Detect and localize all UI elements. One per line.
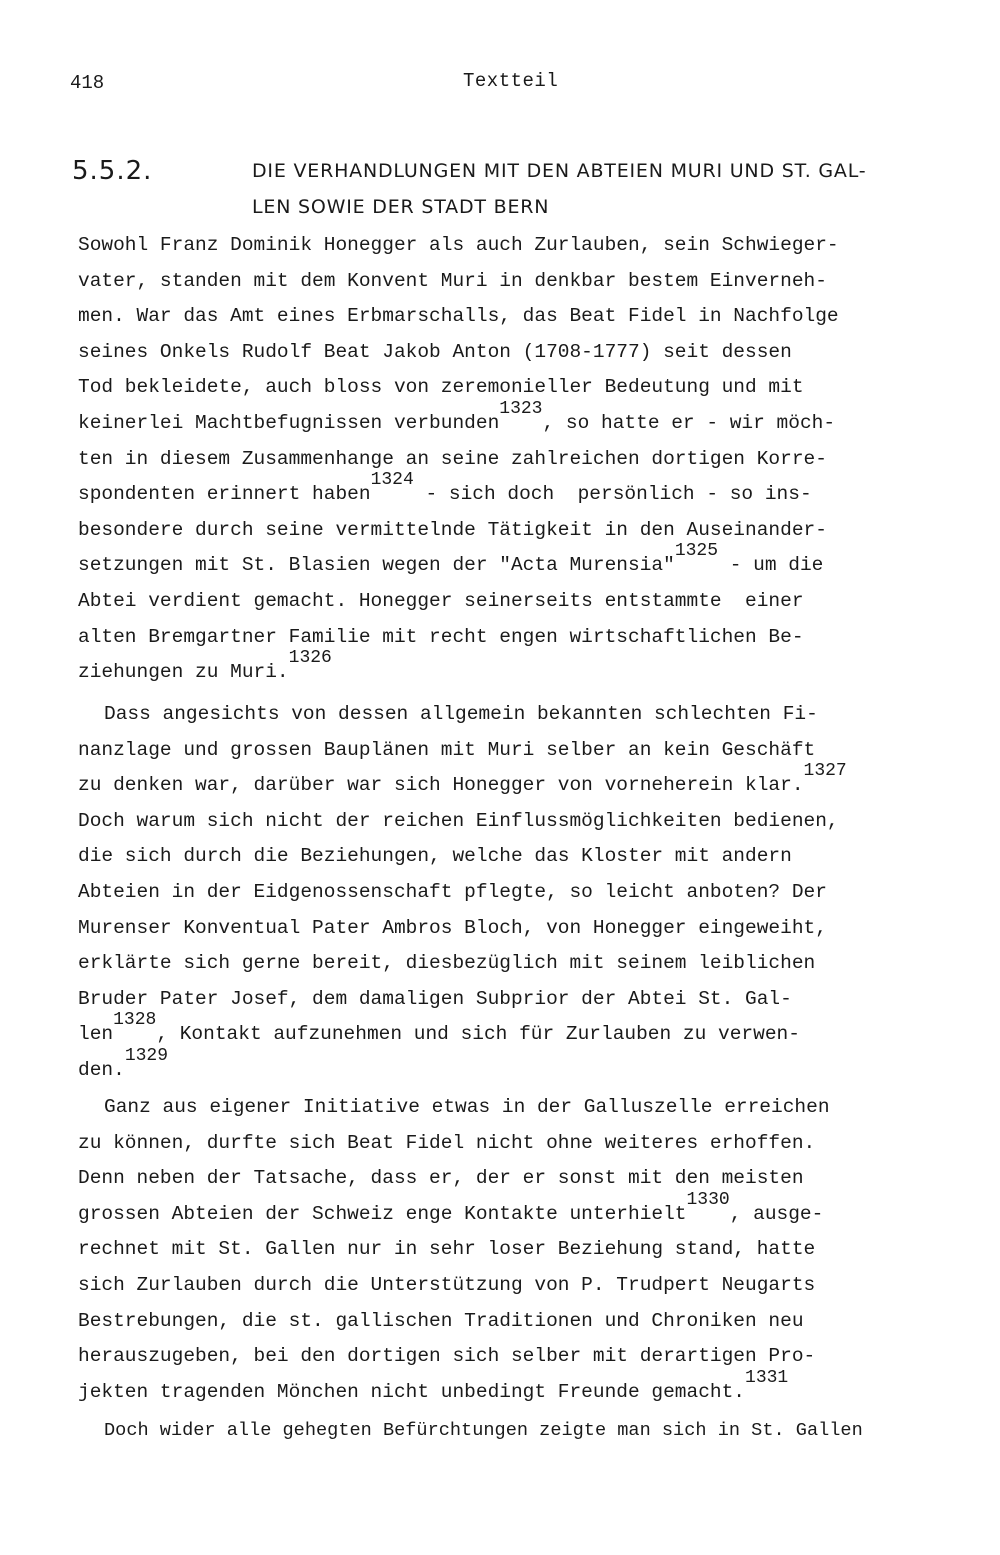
text-segment: - um die — [718, 554, 824, 577]
text-line: besondere durch seine vermittelnde Tätigkeit in den Auseinander- — [78, 518, 827, 541]
text-line: Murenser Konventual Pater Ambros Bloch, von Honegger eingeweiht, — [78, 916, 827, 939]
footnote-ref[interactable]: 1327 — [803, 761, 847, 782]
text-segment: jekten tragenden Mönchen nicht unbedingt Freunde gemacht. — [78, 1380, 746, 1403]
footnote-ref[interactable]: 1323 — [499, 398, 543, 419]
text-segment: ziehungen zu Muri. — [78, 661, 289, 684]
text-segment: len — [78, 1023, 114, 1046]
footnote-ref[interactable]: 1325 — [674, 541, 719, 562]
footnote-ref[interactable]: 1331 — [745, 1367, 789, 1388]
text-line: Abteien in der Eidgenossenschaft pflegte, so leicht anboten? Der — [78, 880, 827, 903]
text-line: Denn neben der Tatsache, dass er, der er sonst mit den meisten — [78, 1167, 804, 1190]
text-segment: , ausge- — [729, 1202, 824, 1225]
text-segment: den. — [78, 1058, 125, 1081]
text-line — [78, 761, 978, 804]
text-line — [78, 1045, 978, 1089]
text-line — [78, 1010, 978, 1053]
text-line: Abtei verdient gemacht. Honegger seinerseits entstammte einer — [78, 589, 804, 612]
text-line: Doch warum sich nicht der reichen Einflussmöglichkeiten bedienen, — [78, 809, 839, 832]
paragraph-4 — [78, 1413, 978, 1449]
text-segment: zu denken war, darüber war sich Honegger von vorneherein klar. — [78, 774, 804, 797]
text-line: ten in diesem Zusammenhange an seine zahlreichen dortigen Korre- — [78, 447, 827, 470]
paragraph-3 — [78, 1090, 978, 1410]
text-segment: , Kontakt aufzunehmen und sich für Zurlauben zu verwen- — [156, 1023, 800, 1046]
text-line: sich Zurlauben durch die Unterstützung von P. Trudpert Neugarts — [78, 1273, 816, 1296]
text-segment: , so hatte er - wir möch- — [542, 411, 836, 434]
footnote-ref[interactable]: 1330 — [686, 1189, 730, 1210]
text-line — [78, 398, 978, 442]
paragraph-2 — [78, 697, 978, 1089]
footnote-ref[interactable]: 1329 — [124, 1045, 169, 1066]
footnote-ref[interactable]: 1326 — [288, 648, 332, 669]
text-line: vater, standen mit dem Konvent Muri in denkbar bestem Einverneh- — [78, 269, 827, 292]
text-segment: spondenten erinnert haben — [78, 483, 371, 506]
section-title-line: DIE VERHANDLUNGEN MIT DEN ABTEIEN MURI UND ST. GAL- — [252, 160, 867, 182]
text-line: erklärte sich gerne bereit, diesbezüglich mit seinem leiblichen — [78, 952, 816, 975]
text-segment: grossen Abteien der Schweiz enge Kontakte unterhielt — [78, 1202, 687, 1225]
text-line: men. War das Amt eines Erbmarschalls, das Beat Fidel in Nachfolge — [78, 305, 839, 328]
text-line: Tod bekleidete, auch bloss von zeremonieller Bedeutung und mit — [78, 376, 804, 399]
text-segment: setzungen mit St. Blasien wegen der "Acta Murensia" — [78, 554, 675, 577]
text-line: Doch wider alle gehegten Befürchtungen zeigte man sich in St. Gallen — [104, 1420, 863, 1441]
text-segment: keinerlei Machtbefugnissen verbunden — [78, 411, 500, 434]
page-number: 418 — [70, 72, 105, 94]
text-segment: - sich doch persönlich - so ins- — [413, 483, 812, 506]
footnote-ref[interactable]: 1328 — [113, 1010, 157, 1031]
text-line — [78, 470, 978, 513]
text-line — [78, 1367, 978, 1411]
text-line: herauszugeben, bei den dortigen sich selber mit derartigen Pro- — [78, 1345, 816, 1368]
text-line — [78, 541, 978, 584]
text-line: Dass angesichts von dessen allgemein bekannten schlechten Fi- — [104, 703, 818, 725]
section-number: 5.5.2. — [72, 156, 153, 186]
text-line: zu können, durfte sich Beat Fidel nicht ohne weiteres erhoffen. — [78, 1131, 816, 1154]
text-line: seines Onkels Rudolf Beat Jakob Anton (1708-1777) seit dessen — [78, 340, 792, 363]
section-title-line: LEN SOWIE DER STADT BERN — [252, 196, 550, 218]
text-line: alten Bremgartner Familie mit recht engen wirtschaftlichen Be- — [78, 625, 804, 648]
text-line: Sowohl Franz Dominik Honegger als auch Zurlauben, sein Schwieger- — [78, 234, 839, 256]
text-line — [78, 1189, 978, 1233]
section-title — [252, 158, 972, 230]
text-line: Bestrebungen, die st. gallischen Traditionen und Chroniken neu — [78, 1309, 804, 1332]
text-line: Ganz aus eigener Initiative etwas in der Galluszelle erreichen — [104, 1096, 830, 1118]
running-head: Textteil — [463, 70, 559, 92]
paragraph-1 — [78, 228, 978, 691]
text-line: die sich durch die Beziehungen, welche das Kloster mit andern — [78, 845, 792, 868]
text-line: rechnet mit St. Gallen nur in sehr loser Beziehung stand, hatte — [78, 1238, 816, 1261]
text-line: Bruder Pater Josef, dem damaligen Subprior der Abtei St. Gal- — [78, 987, 792, 1010]
text-line: nanzlage und grossen Bauplänen mit Muri selber an kein Geschäft — [78, 738, 816, 761]
footnote-ref[interactable]: 1324 — [370, 470, 414, 491]
text-line — [78, 648, 978, 691]
